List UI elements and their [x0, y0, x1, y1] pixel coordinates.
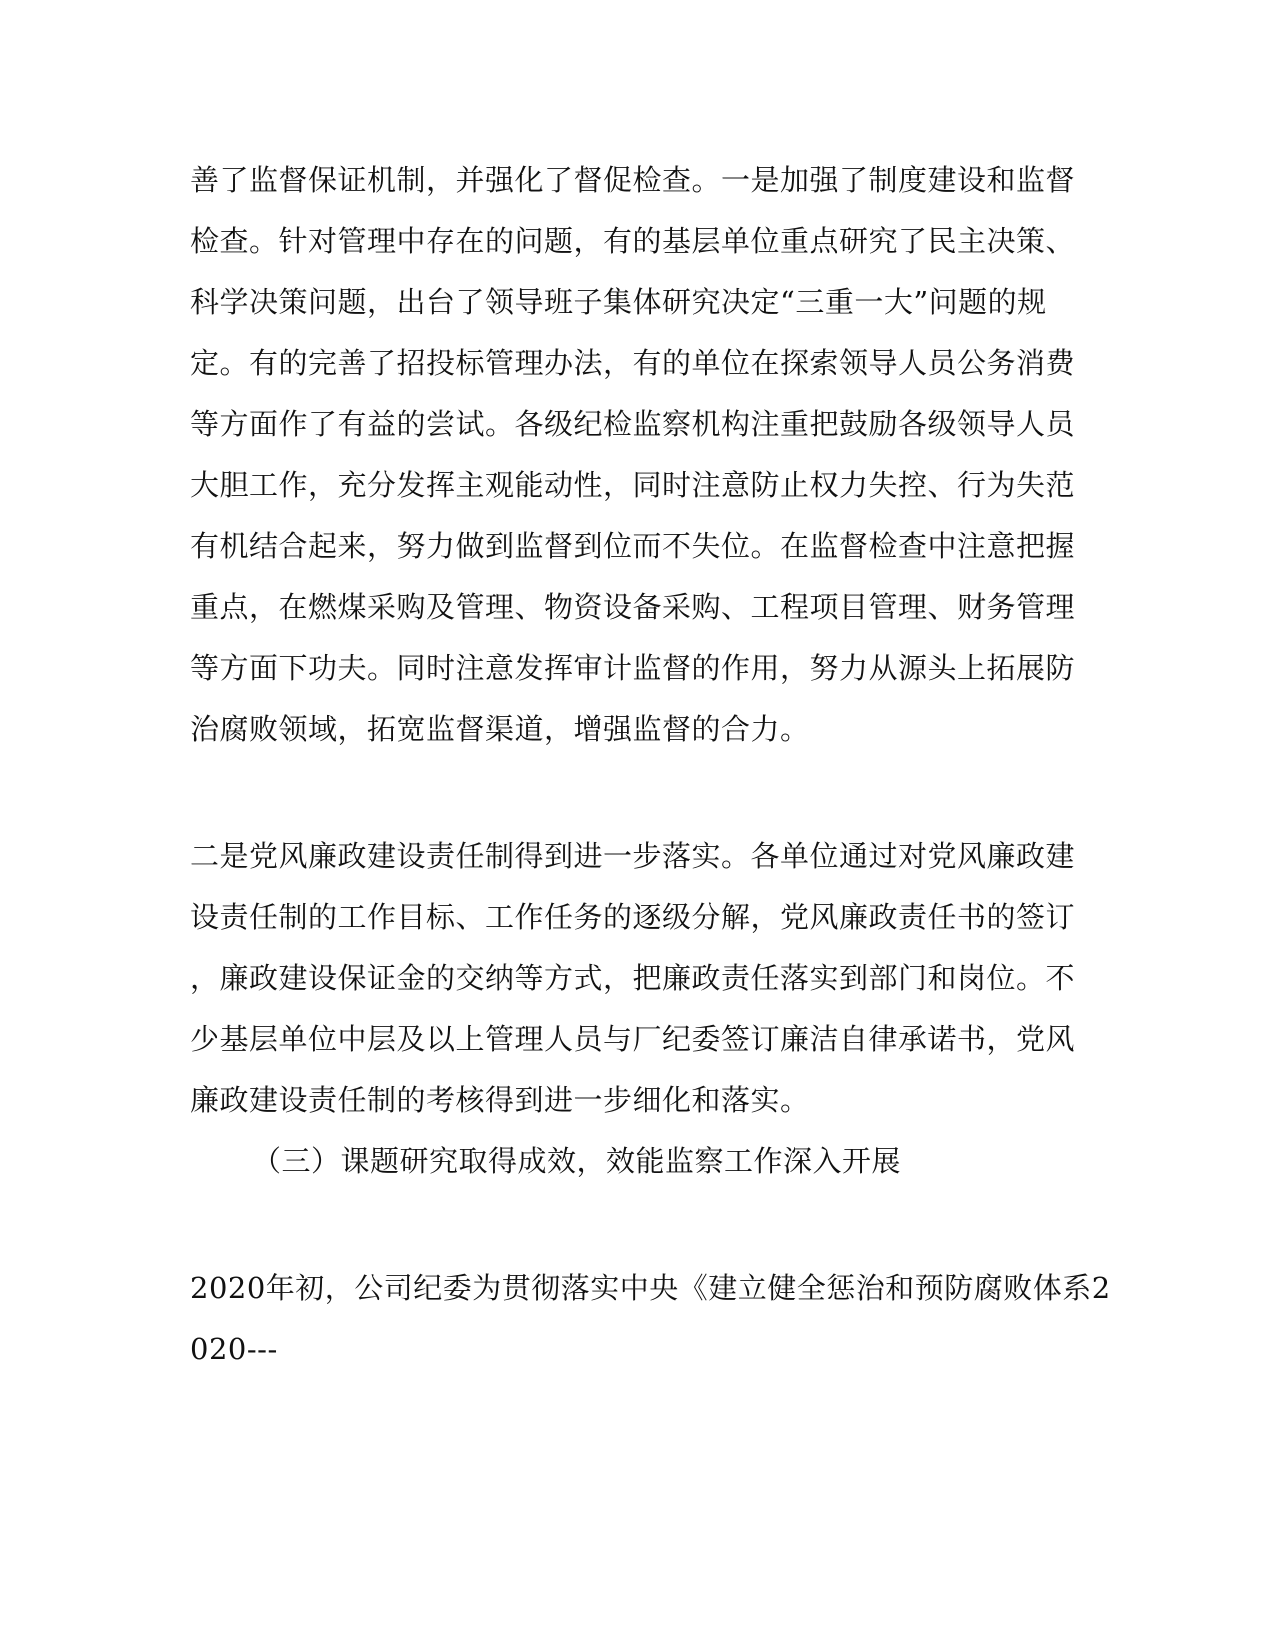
- section-heading: （三）课题研究取得成效，效能监察工作深入开展: [252, 1144, 902, 1178]
- paragraph-1-line: 科学决策问题，出台了领导班子集体研究决定“三重一大”问题的规: [190, 285, 1047, 319]
- paragraph-2-line: 少基层单位中层及以上管理人员与厂纪委签订廉洁自律承诺书，党风: [190, 1022, 1076, 1056]
- paragraph-2-line: 设责任制的工作目标、工作任务的逐级分解，党风廉政责任书的签订: [190, 900, 1076, 934]
- paragraph-1-line: 治腐败领域，拓宽监督渠道，增强监督的合力。: [190, 712, 810, 746]
- paragraph-1-line: 善了监督保证机制，并强化了督促检查。一是加强了制度建设和监督: [190, 163, 1076, 197]
- paragraph-1-line: 检查。针对管理中存在的问题，有的基层单位重点研究了民主决策、: [190, 224, 1076, 258]
- paragraph-2-line: 廉政建设责任制的考核得到进一步细化和落实。: [190, 1083, 810, 1117]
- paragraph-1-line: 定。有的完善了招投标管理办法，有的单位在探索领导人员公务消费: [190, 346, 1076, 380]
- paragraph-1-line: 等方面作了有益的尝试。各级纪检监察机构注重把鼓励各级领导人员: [190, 407, 1076, 441]
- paragraph-3-line: 020---: [190, 1332, 278, 1366]
- paragraph-1-line: 大胆工作，充分发挥主观能动性，同时注意防止权力失控、行为失范: [190, 468, 1076, 502]
- paragraph-1-line: 等方面下功夫。同时注意发挥审计监督的作用，努力从源头上拓展防: [190, 651, 1076, 685]
- paragraph-3-line: 2020年初，公司纪委为贯彻落实中央《建立健全惩治和预防腐败体系2: [190, 1271, 1111, 1305]
- paragraph-2-line: ，廉政建设保证金的交纳等方式，把廉政责任落实到部门和岗位。不: [190, 961, 1076, 995]
- paragraph-2-line: 二是党风廉政建设责任制得到进一步落实。各单位通过对党风廉政建: [190, 839, 1076, 873]
- paragraph-1-line: 重点，在燃煤采购及管理、物资设备采购、工程项目管理、财务管理: [190, 590, 1076, 624]
- paragraph-1-line: 有机结合起来，努力做到监督到位而不失位。在监督检查中注意把握: [190, 529, 1076, 563]
